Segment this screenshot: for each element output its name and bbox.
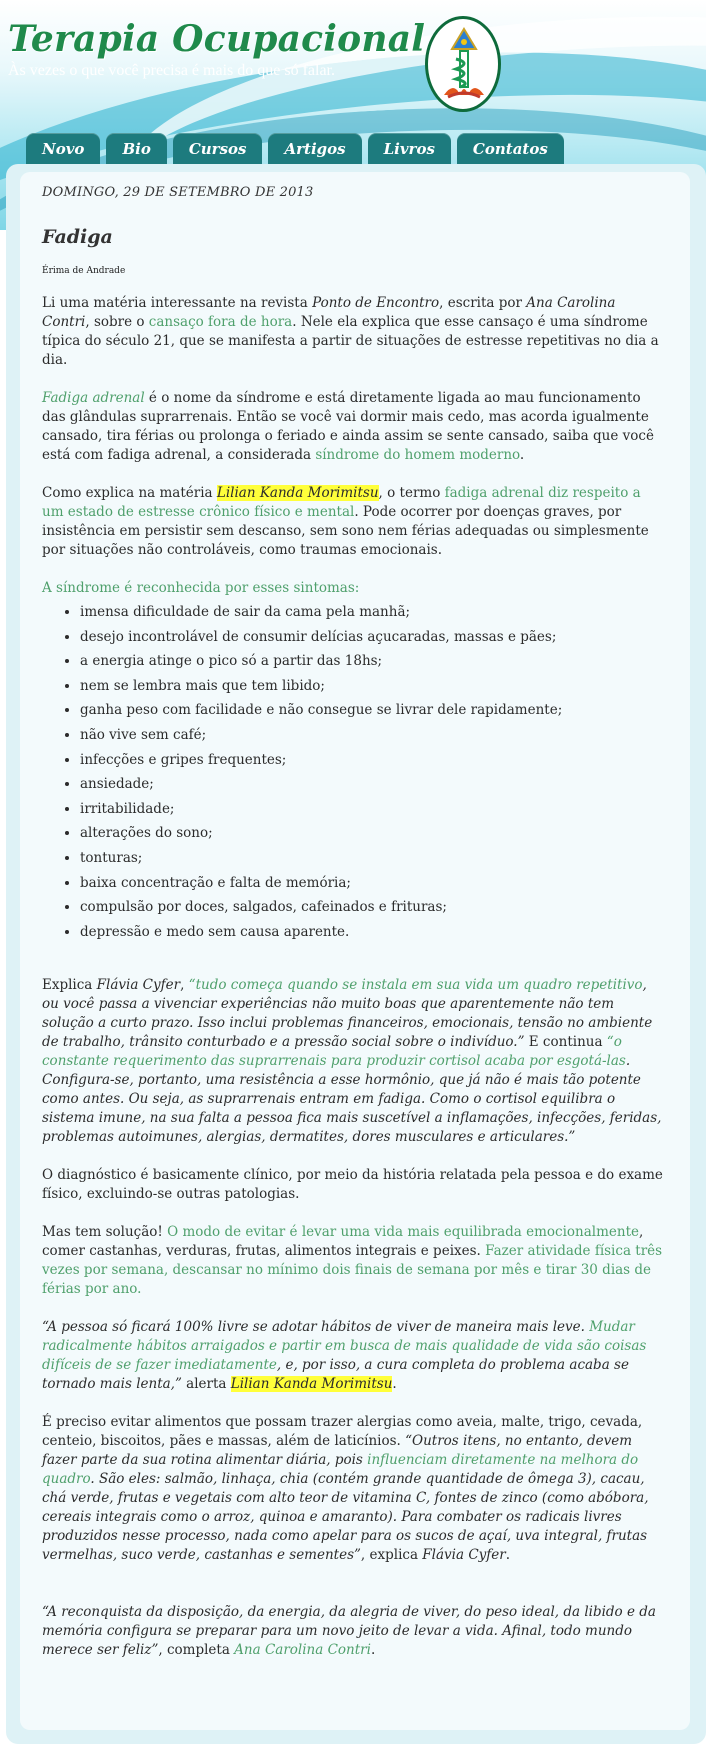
list-item: • desejo incontrolável de consumir delícias açucaradas, massas e pães; bbox=[80, 625, 666, 650]
paragraph-intro: Li uma matéria interessante na revista Ponto de Encontro, escrita por Ana Carolina Contri, sobre o cansaço fora de hora. Nele ela explica que esse cansaço é uma síndrome típica do século 21, que se manifesta a partir de situações de estresse repetitivas no dia a dia. bbox=[42, 295, 659, 368]
tab-novo[interactable]: Novo bbox=[26, 133, 100, 165]
paragraph-diagnostico: O diagnóstico é basicamente clínico, por meio da história relatada pela pessoa e do exame físico, excluindo-se outras patologias. bbox=[42, 1167, 663, 1203]
paragraph-explica-flavia: Explica Flávia Cyfer, “tudo começa quando se instala em sua vida um quadro repetitivo, ou você passa a vivenciar experiências não muito boas que aparentemente não tem solução a curto prazo. Isso inclui problemas financeiros, emocionais, tensão no ambiente de trabalho, trânsito conturbado e a pressão social sobre o indivíduo.” E continua “o constante requerimento das suprarrenais para produzir cortisol acaba por esgotá-las. Configura-se, portanto, uma resistência a esse hormônio, que já não é mais tão potente como antes. Ou seja, as suprarrenais entram em fadiga. Como o cortisol equilibra o sistema imune, na sua falta a pessoa fica mais suscetível a inflamações, infecções, feridas, problemas autoimunes, alergias, dermatites, dores musculares e articulares.” bbox=[42, 977, 662, 1146]
list-item: • infecções e gripes frequentes; bbox=[80, 748, 666, 773]
paragraph-alimentos: É preciso evitar alimentos que possam trazer alergias como aveia, malte, trigo, cevada, centeio, biscoitos, pães e massas, além de laticínios. “Outros itens, no entanto, devem fazer parte da sua rotina alimentar diária, pois influenciam diretamente na melhora do quadro. São eles: salmão, linhaça, chia (contém grande quantidade de ômega 3), cacau, chá verde, frutas e vegetais com alto teor de vitamina C, fontes de zinco (como abóbora, cereais integrais como o arroz, quinoa e amaranto). Para combater os radicais livres produzidos nesse processo, nada como apelar para os sucos de açaí, uva integral, frutas vermelhas, suco verde, castanhas e sementes”, explica Flávia Cyfer. bbox=[42, 1414, 649, 1564]
paragraph-definition: Como explica na matéria Lilian Kanda Morimitsu, o termo fadiga adrenal diz respeito a um estado de estresse crônico físico e mental. Pode ocorrer por doenças graves, por insistência em persistir sem descanso, sem sono nem férias adequadas ou simplesmente por situações não controláveis, como traumas emocionais. bbox=[42, 485, 649, 558]
post-author: Érima de Andrade bbox=[42, 266, 126, 276]
paragraph-quote-lilian: “A pessoa só ficará 100% livre se adotar hábitos de viver de maneira mais leve. Mudar radicalmente hábitos arraigados e partir em busca de mais qualidade de vida são coisas difíceis de se fazer imediatamente, e, por isso, a cura completa do problema acaba se tornado mais lenta,” alerta Lilian Kanda Morimitsu. bbox=[42, 1319, 647, 1393]
tab-cursos[interactable]: Cursos bbox=[173, 133, 263, 165]
paragraph-conclusao: “A reconquista da disposição, da energia, da alegria de viver, do peso ideal, da libido e da memória configura se preparar para um novo jeito de levar a vida. Afinal, todo mundo merece ser feliz”, completa Ana Carolina Contri. bbox=[42, 1604, 656, 1659]
list-item: • baixa concentração e falta de memória; bbox=[80, 871, 666, 896]
blog-post bbox=[42, 184, 666, 1660]
tab-bio[interactable]: Bio bbox=[106, 133, 166, 165]
post-date: DOMINGO, 29 DE SETEMBRO DE 2013 bbox=[42, 185, 314, 200]
list-item: • a energia atinge o pico só a partir das 18hs; bbox=[80, 649, 666, 674]
list-item: • imensa dificuldade de sair da cama pela manhã; bbox=[80, 600, 666, 625]
tab-contatos[interactable]: Contatos bbox=[457, 133, 564, 165]
list-item: • nem se lembra mais que tem libido; bbox=[80, 674, 666, 699]
list-item: • alterações do sono; bbox=[80, 821, 666, 846]
list-item: • compulsão por doces, salgados, cafeinados e frituras; bbox=[80, 895, 666, 920]
list-item: • tonturas; bbox=[80, 846, 666, 871]
list-item: • ansiedade; bbox=[80, 772, 666, 797]
paragraph-solucao: Mas tem solução! O modo de evitar é levar uma vida mais equilibrada emocionalmente, comer castanhas, verduras, frutas, alimentos integrais e peixes. Fazer atividade física três vezes por semana, descansar no mínimo dois finais de semana por mês e tirar 30 dias de férias por ano. bbox=[42, 1224, 663, 1298]
symptoms-list bbox=[42, 600, 666, 944]
list-item: • depressão e medo sem causa aparente. bbox=[80, 920, 666, 945]
tab-livros[interactable]: Livros bbox=[368, 133, 451, 165]
site-tagline: Às vezes o que você precisa é mais do que só falar. bbox=[8, 62, 335, 79]
site-title[interactable]: Terapia Ocupacional bbox=[8, 18, 426, 60]
main-nav bbox=[26, 133, 570, 165]
list-item: • irritabilidade; bbox=[80, 797, 666, 822]
paragraph-fadiga-adrenal: Fadiga adrenal é o nome da síndrome e está diretamente ligada ao mau funcionamento das glândulas suprarrenais. Então se você vai dormir mais cedo, mas acorda igualmente cansado, tira férias ou prolonga o feriado e ainda assim se sente cansado, saiba que você está com fadiga adrenal, a considerada síndrome do homem moderno. bbox=[42, 390, 654, 463]
list-item: • não vive sem café; bbox=[80, 723, 666, 748]
blog-header bbox=[8, 18, 425, 80]
symptoms-heading: A síndrome é reconhecida por esses sintomas: bbox=[42, 580, 360, 596]
list-item: • ganha peso com facilidade e não consegue se livrar dele rapidamente; bbox=[80, 698, 666, 723]
tab-artigos[interactable]: Artigos bbox=[268, 133, 361, 165]
post-title[interactable]: Fadiga bbox=[42, 226, 113, 248]
logo-icon bbox=[425, 16, 501, 112]
